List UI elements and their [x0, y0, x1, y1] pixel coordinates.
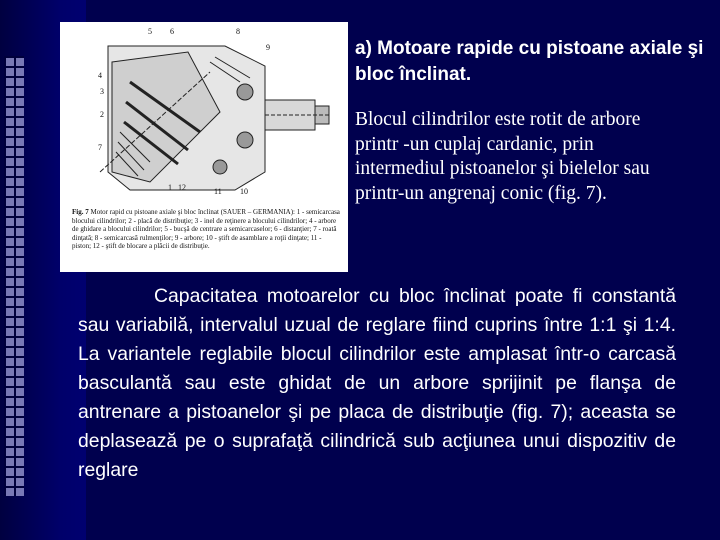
- figure-caption: [72, 208, 342, 251]
- slide-title: a) Motoare rapide cu pistoane axiale şi bloc înclinat.: [355, 38, 704, 85]
- paragraph-2: Capacitatea motoarelor cu bloc înclinat poate fi constantă sau variabilă, intervalul uzual de reglare fiind cuprins între 1:1 şi 1:4. La variantele reglabile blocul cilindrilor este amplasat într-o carcasă basculantă sau este ghidat de un arbore sprijinit pe flanşa de antrenare a pistoanelor şi pe placa de distribuţie (fig. 7); aceasta se deplasează pe o suprafaţă cilindrică sub acţiunea unui dispozitiv de reglare: [78, 285, 676, 481]
- figure-label-4: 4: [98, 71, 102, 80]
- figure-label-2: 2: [100, 110, 104, 119]
- figure-label-12: 12: [178, 183, 186, 192]
- figure-label-9: 9: [266, 43, 270, 52]
- figure-label-6: 6: [170, 27, 174, 36]
- figure-7: [60, 22, 348, 272]
- figure-caption-text: Motor rapid cu pistoane axiale şi bloc înclinat (SAUER – GERMANIA): 1 - semicarcasa blocului cilindrilor; 2 - placă de distribuţie; 3 - inel de reţinere a blocului cilindrilor; 4 - arbore de ghidare a blocului cilindrilor; 5 - bucşă de centrare a semicarcaselor; 6 - distanţier; 7 - roată dinţată; 8 - semicarcasă rulmenţilor; 9 - arbore; 10 - ştift de asamblare a roţii dinţate; 11 - piston; 12 - ştift de blocare a plăcii de distribuţie.: [72, 208, 340, 251]
- figure-label-5: 5: [148, 27, 152, 36]
- figure-label-1: 1: [168, 183, 172, 192]
- checker-strip: [4, 56, 24, 496]
- figure-label-10: 10: [240, 187, 248, 196]
- figure-label-3: 3: [100, 87, 104, 96]
- figure-label-11: 11: [214, 187, 222, 196]
- figure-label-8: 8: [236, 27, 240, 36]
- figure-caption-label: Fig. 7: [72, 208, 89, 216]
- paragraph-1: Blocul cilindrilor este rotit de arbore printr -un cuplaj cardanic, prin intermediul pistoanelor şi bielelor sau printr-un angrenaj conic (fig. 7).: [355, 109, 650, 204]
- figure-label-7: 7: [98, 143, 102, 152]
